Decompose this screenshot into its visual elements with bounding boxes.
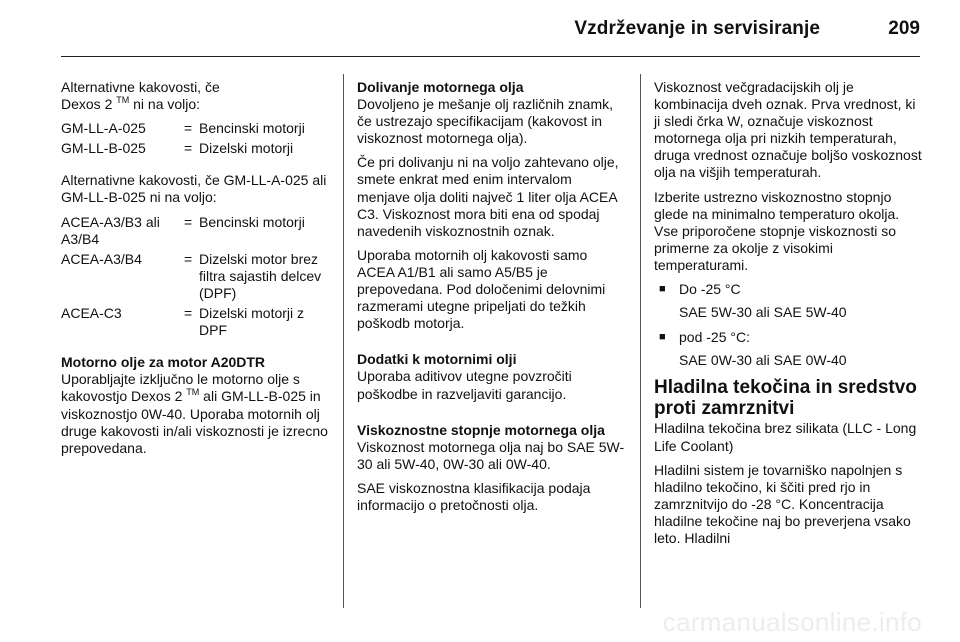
bullet-label: Do -25 °C bbox=[679, 281, 741, 298]
trademark-sup: TM bbox=[116, 95, 130, 106]
coolant-heading: Hladilna tekočina in sredstvo proti zamrznitvi bbox=[654, 377, 917, 420]
column-2 bbox=[357, 79, 627, 521]
bullet-label: pod -25 °C: bbox=[679, 329, 750, 346]
topup-paragraph-1: Dovoljeno je mešanje olj različnih znamk, če ustrezajo specifikacijam (kakovost in viskoznost motornega olja). bbox=[357, 96, 614, 147]
column-3 bbox=[654, 79, 924, 554]
trademark-sup: TM bbox=[186, 387, 200, 398]
bullet-item bbox=[654, 329, 924, 346]
spec-equals: = bbox=[184, 120, 193, 137]
coolant-paragraph-1: Hladilna tekočina brez silikata (LLC - Long Life Coolant) bbox=[654, 420, 917, 454]
intro1-line2-pre: Dexos 2 bbox=[61, 96, 117, 113]
spec-row bbox=[61, 251, 329, 302]
spec-code: ACEA-A3/B3 ali A3/B4 bbox=[61, 213, 160, 247]
viscosity-paragraph-1: Viskoznost motornega olja naj bo SAE 5W-30 ali 5W-40, 0W-30 ali 0W-40. bbox=[357, 438, 625, 472]
spec-code: ACEA-A3/B4 bbox=[61, 250, 142, 267]
spec-equals: = bbox=[184, 250, 193, 267]
spec-code: ACEA-C3 bbox=[61, 305, 122, 322]
bullet-item bbox=[654, 281, 924, 298]
topup-paragraph-2: Če pri dolivanju ni na voljo zahtevano olje, smete enkrat med enim intervalom menjave olja doliti največ 1 liter olja ACEA C3. Viskoznost mora biti ena od spodaj navedenih viskoznostnih oznak. bbox=[357, 154, 619, 239]
spec-code: GM-LL-B-025 bbox=[61, 140, 146, 157]
spec-row bbox=[61, 140, 329, 157]
column-1 bbox=[61, 79, 329, 464]
bullet-detail: SAE 5W-30 ali SAE 5W-40 bbox=[679, 304, 847, 321]
alt-quality-intro-1 bbox=[61, 79, 329, 113]
header-rule bbox=[61, 56, 920, 57]
spec-value: Dizelski motor brez filtra sajastih delcev (DPF) bbox=[199, 250, 322, 301]
oil-a20dtr-heading: Motorno olje za motor A20DTR bbox=[61, 354, 266, 371]
spec-code: GM-LL-A-025 bbox=[61, 120, 146, 137]
spec-row bbox=[61, 214, 329, 248]
column-divider-2 bbox=[640, 74, 641, 608]
page-header-title: Vzdrževanje in servisiranje bbox=[574, 18, 820, 39]
intro1-line2-post: ni na voljo: bbox=[129, 96, 201, 113]
additives-heading: Dodatki k motornimi olji bbox=[357, 351, 517, 368]
additives-paragraph: Uporaba aditivov utegne povzročiti poškodbe in razveljaviti garancijo. bbox=[357, 368, 572, 402]
page-number: 209 bbox=[888, 18, 920, 39]
spec-row bbox=[61, 305, 329, 339]
spec-equals: = bbox=[184, 140, 193, 157]
alt-quality-intro-2: Alternativne kakovosti, če GM-LL-A-025 ali GM-LL-B-025 ni na voljo: bbox=[61, 172, 327, 206]
select-viscosity-paragraph: Izberite ustrezno viskoznostno stopnjo glede na minimalno temperaturo okolja. Vse priporočene stopnje viskoznosti so primerne za okolje z visokimi temperaturami. bbox=[654, 188, 900, 273]
spec-value: Dizelski motorji z DPF bbox=[199, 305, 305, 339]
spec-value: Bencinski motorji bbox=[199, 213, 305, 230]
multigrade-paragraph: Viskoznost večgradacijskih olj je kombinacija dveh oznak. Prva vrednost, ki ji sledi črka W, označuje viskoznost motornega olja pri nizkih temperaturah, druga vrednost označuje boljšo voskoznost olja na višjih temperaturah. bbox=[654, 79, 922, 181]
viscosity-paragraph-2: SAE viskoznostna klasifikacija podaja informacijo o pretočnosti olja. bbox=[357, 479, 591, 513]
bullet-square-icon: ■ bbox=[659, 331, 666, 344]
oil-a20dtr-text bbox=[61, 371, 329, 456]
oil-text-pre: Uporabljajte izključno le motorno olje s kakovostjo Dexos 2 bbox=[61, 371, 300, 405]
bullet-detail: SAE 0W-30 ali SAE 0W-40 bbox=[679, 352, 847, 369]
spec-row bbox=[61, 120, 329, 137]
oil-text-post: ali GM-LL-B-025 in viskoznostjo 0W-40. Uporaba motornih olj druge kakovosti in/ali viskoznosti je izrecno prepovedana. bbox=[61, 388, 328, 456]
topup-heading: Dolivanje motornega olja bbox=[357, 79, 524, 95]
coolant-paragraph-2: Hladilni sistem je tovarniško napolnjen s hladilno tekočino, ki ščiti pred rjo in zamrznitvijo do -28 °C. Koncentracija hladilne tekočine naj bo preverjena vsako leto. Hladilni bbox=[654, 461, 911, 546]
spec-value: Bencinski motorji bbox=[199, 120, 305, 137]
bullet-square-icon: ■ bbox=[659, 283, 666, 296]
spec-equals: = bbox=[184, 213, 193, 230]
viscosity-heading: Viskoznostne stopnje motornega olja bbox=[357, 421, 605, 438]
spec-value: Dizelski motorji bbox=[199, 140, 294, 157]
intro1-line1: Alternativne kakovosti, če bbox=[61, 79, 220, 95]
watermark: carmanualsonline.info bbox=[662, 607, 922, 637]
topup-paragraph-3: Uporaba motornih olj kakovosti samo ACEA A1/B1 ali samo A5/B5 je prepovedana. Pod določenimi delovnimi razmerami utegne pripeljati do težkih poškodb motorja. bbox=[357, 246, 606, 332]
spec-equals: = bbox=[184, 305, 193, 322]
column-divider-1 bbox=[343, 74, 344, 608]
